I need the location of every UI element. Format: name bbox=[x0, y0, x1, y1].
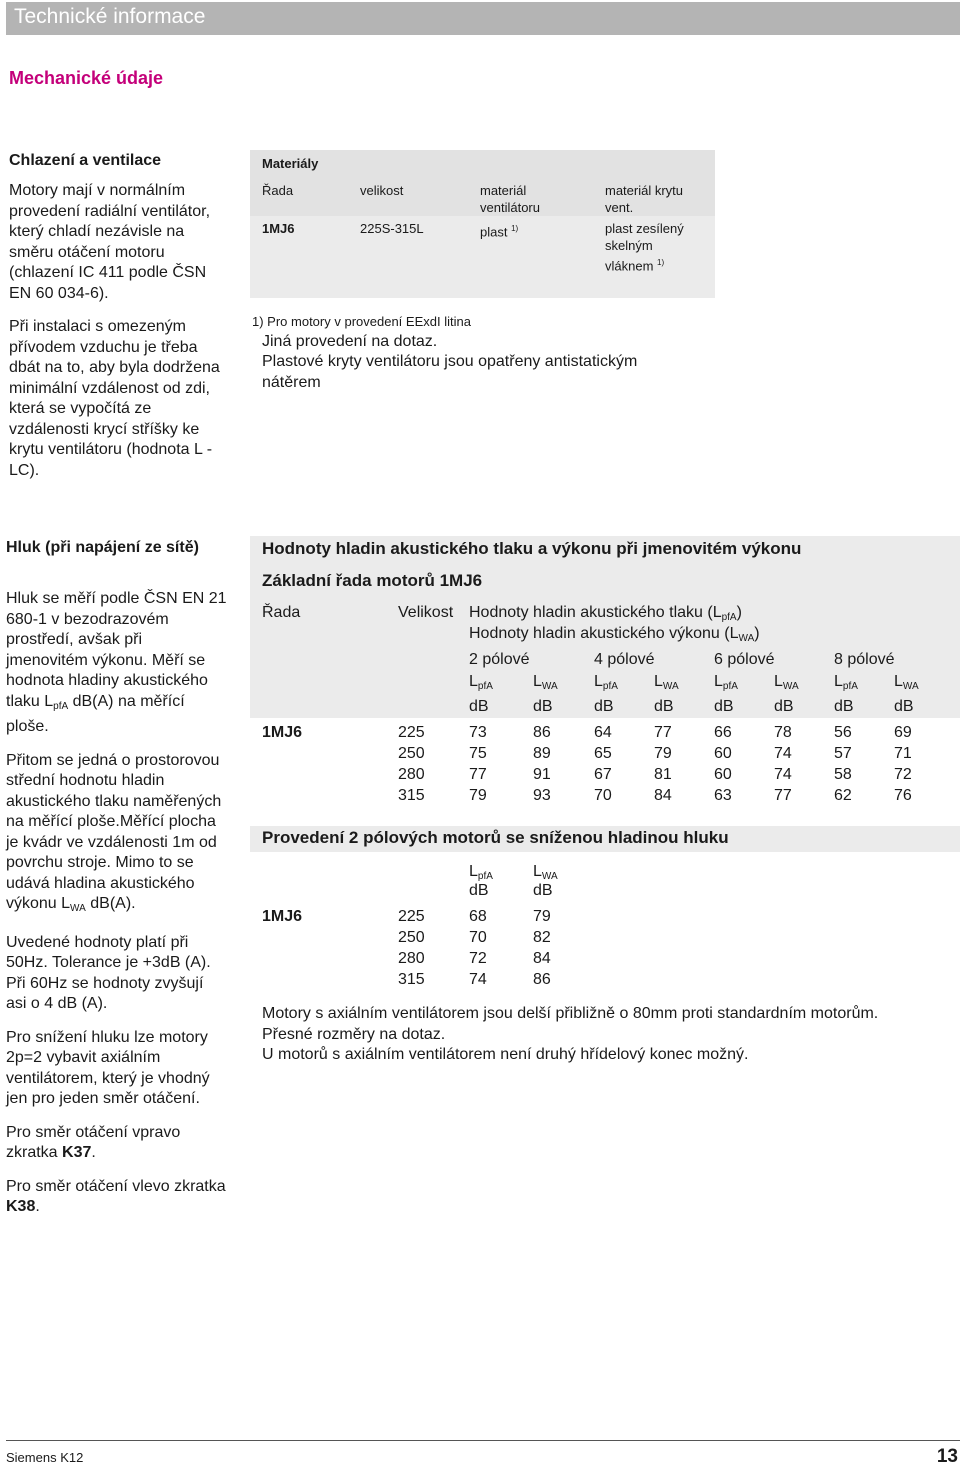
level-value: 74 bbox=[774, 766, 792, 783]
cooling-paragraph-2: Při instalaci s omezeným přívodem vzduchu je třeba dbát na to, aby byla dodržena minimální vzdálenost od zdi, která se vypočítá ze vzdálenosti krycí stříšky ke krytu ventilátoru (hodnota L - LC). bbox=[9, 318, 220, 479]
levels-title: Hodnoty hladin akustického tlaku a výkonu při jmenovitém výkonu bbox=[262, 539, 802, 558]
materials-row-mat-kryt-text: plast zesílený skelným vláknem bbox=[605, 221, 684, 274]
l-sub: WA bbox=[662, 681, 679, 692]
level-value: 67 bbox=[594, 766, 612, 783]
noise-p5-c: . bbox=[91, 1144, 96, 1161]
l-header bbox=[469, 672, 493, 697]
low-row-size: 250 bbox=[398, 929, 425, 946]
level-value: 79 bbox=[654, 745, 672, 762]
levels-col-tlak-text: Hodnoty hladin akustického tlaku (L bbox=[469, 604, 722, 621]
level-value: 65 bbox=[594, 745, 612, 762]
noise-p2-a: Přitom se jedná o prostorovou střední hodnotu hladin akustického tlaku naměřených na měřící ploše.Měřící plocha je kvádr ve vzdálenosti 1m od povrchu stroje. Mimo to se udává hladina akustického výkonu L bbox=[6, 751, 222, 912]
level-value: 62 bbox=[834, 787, 852, 804]
noise-paragraph-6 bbox=[6, 1177, 228, 1218]
footer-divider bbox=[6, 1440, 960, 1441]
level-value: 69 bbox=[894, 724, 912, 741]
row-size: 315 bbox=[398, 787, 425, 804]
l-header bbox=[894, 672, 919, 697]
level-value: 70 bbox=[594, 787, 612, 804]
l-sub: pfA bbox=[477, 871, 493, 882]
level-value: 72 bbox=[894, 766, 912, 783]
level-value: 56 bbox=[834, 724, 852, 741]
axial-note-3: U motorů s axiálním ventilátorem není druhý hřídelový konec možný. bbox=[262, 1046, 749, 1063]
noise-paragraph-1 bbox=[6, 589, 228, 738]
levels-col-tlak-sub: pfA bbox=[721, 612, 737, 623]
l-header bbox=[834, 672, 858, 697]
l-letter: L bbox=[533, 673, 542, 690]
level-value: 74 bbox=[774, 745, 792, 762]
l-letter: L bbox=[469, 673, 478, 690]
low-noise-title: Provedení 2 pólových motorů se sníženou hladinou hluku bbox=[262, 828, 729, 847]
l-header bbox=[533, 672, 558, 697]
low-level-value: 84 bbox=[533, 950, 551, 967]
l-header bbox=[594, 672, 618, 697]
low-level-value: 86 bbox=[533, 971, 551, 988]
levels-col-vykon-text: Hodnoty hladin akustického výkonu (L bbox=[469, 625, 739, 642]
levels-col-vykon bbox=[469, 624, 760, 649]
page-number: 13 bbox=[936, 1446, 958, 1465]
level-value: 81 bbox=[654, 766, 672, 783]
level-value: 63 bbox=[714, 787, 732, 804]
level-value: 60 bbox=[714, 766, 732, 783]
noise-heading: Hluk (při napájení ze sítě) bbox=[6, 539, 199, 556]
l-sub: WA bbox=[782, 681, 799, 692]
l-letter: L bbox=[654, 673, 663, 690]
noise-paragraph-4: Pro snížení hluku lze motory 2p=2 vybavit axiálním ventilátorem, který je vhodný jen pro jeden směr otáčení. bbox=[6, 1028, 210, 1107]
low-level-value: 72 bbox=[469, 950, 487, 967]
low-series: 1MJ6 bbox=[262, 908, 303, 925]
materials-row-mat-vent-text: plast bbox=[480, 224, 508, 240]
level-value: 58 bbox=[834, 766, 852, 783]
level-value: 84 bbox=[654, 787, 672, 804]
row-size: 225 bbox=[398, 724, 425, 741]
materials-row-velikost: 225S-315L bbox=[360, 221, 424, 236]
page-header-title: Technické informace bbox=[14, 5, 206, 28]
materials-col-rada: Řada bbox=[262, 183, 294, 198]
level-value: 77 bbox=[774, 787, 792, 804]
row-size: 280 bbox=[398, 766, 425, 783]
section-title: Mechanické údaje bbox=[9, 68, 164, 88]
row-size: 250 bbox=[398, 745, 425, 762]
unit-db: dB bbox=[469, 698, 489, 715]
noise-p1-sub: pfA bbox=[53, 700, 69, 712]
pole-header: 6 pólové bbox=[714, 651, 775, 668]
noise-p5-code: K37 bbox=[62, 1144, 92, 1161]
materials-footnote: 1) Pro motory v provedení EExdI litina bbox=[252, 314, 471, 329]
noise-p6-c: . bbox=[35, 1198, 40, 1215]
level-value: 93 bbox=[533, 787, 551, 804]
levels-series: 1MJ6 bbox=[262, 724, 303, 741]
level-value: 77 bbox=[654, 724, 672, 741]
low-level-value: 82 bbox=[533, 929, 551, 946]
low-unit-db: dB bbox=[533, 882, 553, 899]
l-letter: L bbox=[533, 863, 542, 880]
l-sub: pfA bbox=[722, 681, 738, 692]
level-value: 73 bbox=[469, 724, 487, 741]
levels-col-vykon-close: ) bbox=[754, 625, 760, 642]
level-value: 75 bbox=[469, 745, 487, 762]
l-header bbox=[774, 672, 799, 697]
level-value: 89 bbox=[533, 745, 551, 762]
noise-p6-a: Pro směr otáčení vlevo zkratka bbox=[6, 1177, 226, 1195]
noise-paragraph-3: Uvedené hodnoty platí při 50Hz. Tolerance je +3dB (A). Při 60Hz se hodnoty zvyšují asi o 4 dB (A). bbox=[6, 933, 211, 1012]
unit-db: dB bbox=[834, 698, 854, 715]
low-level-value: 68 bbox=[469, 908, 487, 925]
unit-db: dB bbox=[894, 698, 914, 715]
materials-row-mat-kryt-note: 1) bbox=[657, 258, 665, 267]
noise-p1-b: dB(A) na měřící ploše. bbox=[6, 692, 185, 735]
low-row-size: 225 bbox=[398, 908, 425, 925]
noise-paragraph-2 bbox=[6, 751, 228, 920]
noise-p5-a: Pro směr otáčení vpravo zkratka bbox=[6, 1123, 181, 1161]
unit-db: dB bbox=[714, 698, 734, 715]
level-value: 66 bbox=[714, 724, 732, 741]
levels-col-vykon-sub: WA bbox=[738, 633, 755, 644]
axial-note-1: Motory s axiálním ventilátorem jsou delší přibližně o 80mm proti standardním motorům. bbox=[262, 1005, 879, 1022]
l-letter: L bbox=[714, 673, 723, 690]
level-value: 86 bbox=[533, 724, 551, 741]
low-level-value: 79 bbox=[533, 908, 551, 925]
materials-col-velikost: velikost bbox=[360, 183, 404, 198]
level-value: 71 bbox=[894, 745, 912, 762]
unit-db: dB bbox=[774, 698, 794, 715]
levels-col-rada: Řada bbox=[262, 604, 301, 621]
low-level-value: 74 bbox=[469, 971, 487, 988]
unit-db: dB bbox=[533, 698, 553, 715]
cooling-paragraph-1: Motory mají v normálním provedení radiální ventilátor, který chladí nezávisle na směru otáčení motoru (chlazení IC 411 podle ČSN EN 60 034-6). bbox=[9, 182, 211, 302]
l-letter: L bbox=[834, 673, 843, 690]
l-sub: pfA bbox=[842, 681, 858, 692]
level-value: 78 bbox=[774, 724, 792, 741]
materials-note-1: Jiná provedení na dotaz. bbox=[262, 333, 438, 350]
l-sub: WA bbox=[541, 871, 558, 882]
cooling-heading: Chlazení a ventilace bbox=[9, 152, 162, 169]
low-level-value: 70 bbox=[469, 929, 487, 946]
materials-row-mat-vent-note: 1) bbox=[511, 224, 519, 233]
unit-db: dB bbox=[654, 698, 674, 715]
level-value: 60 bbox=[714, 745, 732, 762]
unit-db: dB bbox=[594, 698, 614, 715]
materials-col-mat-kryt: materiál krytu vent. bbox=[605, 183, 684, 215]
noise-paragraph-5 bbox=[6, 1123, 228, 1164]
levels-subtitle: Základní řada motorů 1MJ6 bbox=[262, 571, 483, 590]
level-value: 77 bbox=[469, 766, 487, 783]
l-letter: L bbox=[894, 673, 903, 690]
levels-col-tlak-close: ) bbox=[736, 604, 742, 621]
axial-notes bbox=[262, 1004, 957, 1066]
pole-header: 4 pólové bbox=[594, 651, 655, 668]
l-letter: L bbox=[774, 673, 783, 690]
materials-note-2: Plastové kryty ventilátoru jsou opatřeny antistatickým nátěrem bbox=[262, 353, 638, 391]
level-value: 76 bbox=[894, 787, 912, 804]
level-value: 57 bbox=[834, 745, 852, 762]
level-value: 64 bbox=[594, 724, 612, 741]
footer-label: Siemens K12 bbox=[6, 1450, 84, 1465]
l-sub: pfA bbox=[477, 681, 493, 692]
l-sub: pfA bbox=[602, 681, 618, 692]
l-header bbox=[654, 672, 679, 697]
materials-row-mat-kryt bbox=[605, 220, 700, 274]
l-header bbox=[714, 672, 738, 697]
level-value: 79 bbox=[469, 787, 487, 804]
l-letter: L bbox=[594, 673, 603, 690]
l-letter: L bbox=[469, 863, 478, 880]
level-value: 91 bbox=[533, 766, 551, 783]
l-sub: WA bbox=[541, 681, 558, 692]
noise-p6-code: K38 bbox=[6, 1198, 36, 1215]
low-row-size: 280 bbox=[398, 950, 425, 967]
pole-header: 8 pólové bbox=[834, 651, 895, 668]
noise-p2-b: dB(A). bbox=[85, 895, 136, 912]
noise-text bbox=[6, 589, 228, 1231]
materials-title: Materiály bbox=[262, 156, 319, 171]
materials-row-rada: 1MJ6 bbox=[262, 221, 295, 236]
noise-p1-a: Hluk se měří podle ČSN EN 21 680-1 v bezodrazovém prostředí, avšak při jmenovitém výkonu. Měří se hodnota hladiny akustického tlaku L bbox=[6, 590, 227, 710]
materials-row-mat-vent bbox=[480, 220, 518, 240]
pole-header: 2 pólové bbox=[469, 651, 530, 668]
low-row-size: 315 bbox=[398, 971, 425, 988]
levels-col-velikost: Velikost bbox=[398, 604, 454, 621]
materials-col-mat-vent: materiál ventilátoru bbox=[480, 183, 540, 215]
axial-note-2: Přesné rozměry na dotaz. bbox=[262, 1025, 446, 1043]
low-unit-db: dB bbox=[469, 882, 489, 899]
l-sub: WA bbox=[902, 681, 919, 692]
cooling-text bbox=[9, 181, 221, 494]
noise-p2-sub: WA bbox=[70, 903, 86, 914]
